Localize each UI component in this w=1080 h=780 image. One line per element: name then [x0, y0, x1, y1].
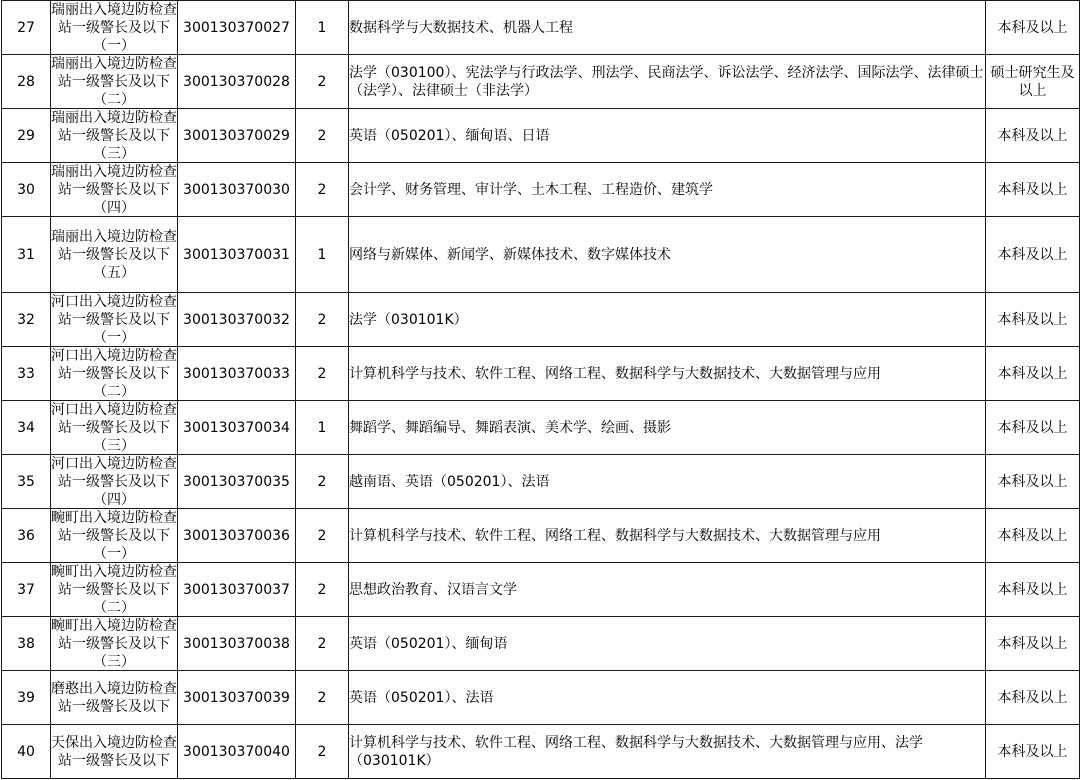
post-code-cell: 300130370038: [178, 617, 296, 671]
major-cell: 会计学、财务管理、审计学、土木工程、工程造价、建筑学: [349, 163, 986, 217]
hire-count-cell: 2: [296, 671, 349, 725]
post-name-text: 磨憨出入境边防检查站一级警长及以下: [51, 680, 177, 715]
post-name-text: 河口出入境边防检查站一级警长及以下（一）: [51, 293, 177, 346]
post-name-text: 瑞丽出入境边防检查站一级警长及以下（三）: [51, 109, 177, 162]
hire-count-cell: 2: [296, 617, 349, 671]
post-name-cell: [51, 509, 178, 563]
hire-count-cell: 2: [296, 563, 349, 617]
post-name-text: 天保出入境边防检查站一级警长及以下: [51, 734, 177, 769]
post-name-text: 畹町出入境边防检查站一级警长及以下（一）: [51, 509, 177, 562]
row-number-cell: 29: [2, 109, 51, 163]
post-code-cell: 300130370029: [178, 109, 296, 163]
table-row: [2, 217, 1080, 293]
row-number-cell: 33: [2, 347, 51, 401]
major-cell: 计算机科学与技术、软件工程、网络工程、数据科学与大数据技术、大数据管理与应用: [349, 509, 986, 563]
post-name-cell: [51, 617, 178, 671]
major-cell: 思想政治教育、汉语言文学: [349, 563, 986, 617]
hire-count-cell: 2: [296, 347, 349, 401]
post-name-text: 畹町出入境边防检查站一级警长及以下（二）: [51, 563, 177, 616]
post-name-text: 瑞丽出入境边防检查站一级警长及以下（五）: [51, 228, 177, 281]
post-name-cell: [51, 1, 178, 55]
row-number-cell: 32: [2, 293, 51, 347]
post-name-cell: [51, 725, 178, 779]
hire-count-cell: 1: [296, 1, 349, 55]
table-row: [2, 563, 1080, 617]
major-cell: 法学（030100）、宪法学与行政法学、刑法学、民商法学、诉讼法学、经济法学、国际法学、法律硕士（法学）、法律硕士（非法学）: [349, 55, 986, 109]
major-cell: 计算机科学与技术、软件工程、网络工程、数据科学与大数据技术、大数据管理与应用: [349, 347, 986, 401]
table-row: [2, 725, 1080, 779]
post-code-cell: 300130370039: [178, 671, 296, 725]
row-number-cell: 40: [2, 725, 51, 779]
post-name-cell: [51, 455, 178, 509]
post-code-cell: 300130370027: [178, 1, 296, 55]
table-row: [2, 617, 1080, 671]
hire-count-cell: 2: [296, 109, 349, 163]
education-cell: 硕士研究生及以上: [986, 55, 1080, 109]
education-cell: 本科及以上: [986, 163, 1080, 217]
hire-count-cell: 2: [296, 509, 349, 563]
education-cell: 本科及以上: [986, 509, 1080, 563]
education-cell: 本科及以上: [986, 217, 1080, 293]
education-cell: 本科及以上: [986, 671, 1080, 725]
hire-count-cell: 2: [296, 55, 349, 109]
hire-count-cell: 2: [296, 163, 349, 217]
major-cell: 数据科学与大数据技术、机器人工程: [349, 1, 986, 55]
major-cell: 英语（050201）、法语: [349, 671, 986, 725]
table-row: [2, 1, 1080, 55]
row-number-cell: 37: [2, 563, 51, 617]
post-name-cell: [51, 163, 178, 217]
post-code-cell: 300130370033: [178, 347, 296, 401]
post-name-cell: [51, 293, 178, 347]
post-name-text: 河口出入境边防检查站一级警长及以下（二）: [51, 347, 177, 400]
table-row: [2, 671, 1080, 725]
post-name-text: 瑞丽出入境边防检查站一级警长及以下（一）: [51, 1, 177, 54]
row-number-cell: 30: [2, 163, 51, 217]
major-cell: 越南语、英语（050201）、法语: [349, 455, 986, 509]
education-cell: 本科及以上: [986, 347, 1080, 401]
post-code-cell: 300130370034: [178, 401, 296, 455]
hire-count-cell: 2: [296, 293, 349, 347]
post-name-text: 河口出入境边防检查站一级警长及以下（四）: [51, 455, 177, 508]
hire-count-cell: 2: [296, 725, 349, 779]
post-code-cell: 300130370031: [178, 217, 296, 293]
post-code-cell: 300130370036: [178, 509, 296, 563]
table-row: [2, 293, 1080, 347]
education-cell: 本科及以上: [986, 1, 1080, 55]
table-row: [2, 509, 1080, 563]
major-cell: 舞蹈学、舞蹈编导、舞蹈表演、美术学、绘画、摄影: [349, 401, 986, 455]
major-cell: 法学（030101K）: [349, 293, 986, 347]
post-code-cell: 300130370037: [178, 563, 296, 617]
education-cell: 本科及以上: [986, 401, 1080, 455]
post-code-cell: 300130370030: [178, 163, 296, 217]
education-cell: 本科及以上: [986, 563, 1080, 617]
row-number-cell: 28: [2, 55, 51, 109]
row-number-cell: 35: [2, 455, 51, 509]
table-row: [2, 109, 1080, 163]
post-code-cell: 300130370028: [178, 55, 296, 109]
positions-table: [1, 0, 1080, 779]
education-cell: 本科及以上: [986, 455, 1080, 509]
table-row: [2, 55, 1080, 109]
hire-count-cell: 1: [296, 217, 349, 293]
table-row: [2, 401, 1080, 455]
positions-table-body: [2, 1, 1080, 779]
post-code-cell: 300130370040: [178, 725, 296, 779]
major-cell: 网络与新媒体、新闻学、新媒体技术、数字媒体技术: [349, 217, 986, 293]
hire-count-cell: 1: [296, 401, 349, 455]
post-name-text: 瑞丽出入境边防检查站一级警长及以下（二）: [51, 55, 177, 108]
education-cell: 本科及以上: [986, 293, 1080, 347]
table-row: [2, 455, 1080, 509]
post-code-cell: 300130370032: [178, 293, 296, 347]
table-row: [2, 163, 1080, 217]
post-name-text: 畹町出入境边防检查站一级警长及以下（三）: [51, 617, 177, 670]
row-number-cell: 38: [2, 617, 51, 671]
education-cell: 本科及以上: [986, 109, 1080, 163]
post-name-cell: [51, 401, 178, 455]
post-name-cell: [51, 109, 178, 163]
post-name-cell: [51, 55, 178, 109]
row-number-cell: 31: [2, 217, 51, 293]
post-name-cell: [51, 563, 178, 617]
major-cell: 英语（050201）、缅甸语、日语: [349, 109, 986, 163]
table-row: [2, 347, 1080, 401]
major-cell: 英语（050201）、缅甸语: [349, 617, 986, 671]
row-number-cell: 34: [2, 401, 51, 455]
row-number-cell: 36: [2, 509, 51, 563]
row-number-cell: 39: [2, 671, 51, 725]
post-name-cell: [51, 217, 178, 293]
education-cell: 本科及以上: [986, 617, 1080, 671]
post-code-cell: 300130370035: [178, 455, 296, 509]
education-cell: 本科及以上: [986, 725, 1080, 779]
major-cell: 计算机科学与技术、软件工程、网络工程、数据科学与大数据技术、大数据管理与应用、法学（030101K）: [349, 725, 986, 779]
post-name-cell: [51, 671, 178, 725]
row-number-cell: 27: [2, 1, 51, 55]
post-name-text: 河口出入境边防检查站一级警长及以下（三）: [51, 401, 177, 454]
post-name-cell: [51, 347, 178, 401]
post-name-text: 瑞丽出入境边防检查站一级警长及以下（四）: [51, 163, 177, 216]
hire-count-cell: 2: [296, 455, 349, 509]
